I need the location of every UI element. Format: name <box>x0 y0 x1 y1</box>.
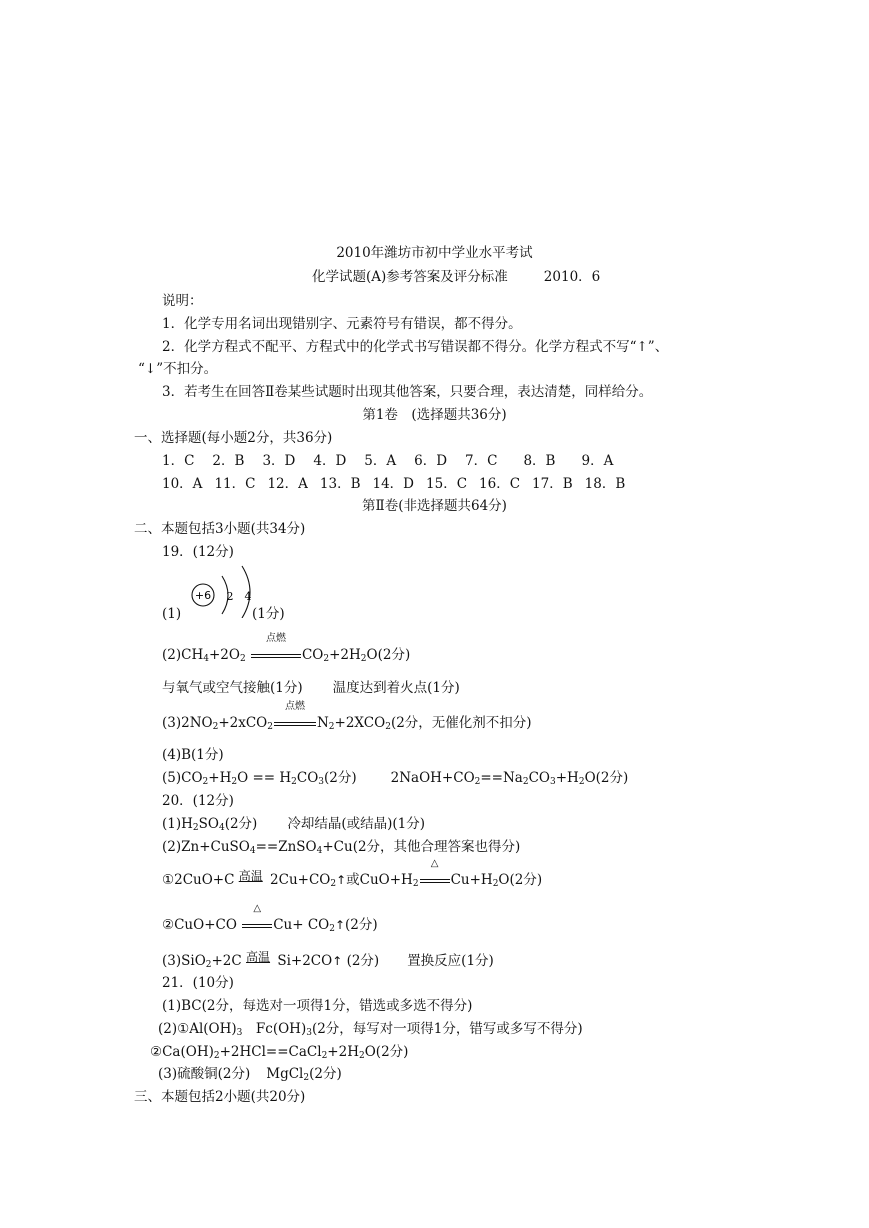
heat-icon: △ <box>430 858 439 869</box>
q19-part1-label: (1) <box>162 606 182 622</box>
q19-heading: 19．(12分) <box>162 544 234 560</box>
answer-18: 18．B <box>584 476 626 492</box>
notes-heading: 说明： <box>162 293 203 309</box>
answer-3: 3．D <box>262 453 296 469</box>
answer-11: 11．C <box>214 476 256 492</box>
answer-17: 17．B <box>532 476 573 492</box>
answer-14: 14．D <box>372 476 415 492</box>
q20-reaction-type: 置换反应(1分) <box>407 953 494 969</box>
answer-1: 1．C <box>162 453 195 469</box>
q20-part2-score: (2分，其他合理答案也得分) <box>352 839 521 855</box>
heat-condition-2 <box>242 903 272 934</box>
section-3-heading: 三、本题包括2小题(共20分) <box>134 1089 306 1105</box>
answer-15: 15．C <box>426 476 468 492</box>
q19-part2-equation: $(2)CH_4+2O_2$ 点燃 $CO_2+2H_2O(2$分) <box>162 633 411 664</box>
q21-part3-b-score: (2分) <box>309 1066 342 1082</box>
answer-7: 7．C <box>465 453 498 469</box>
high-temp-condition-2 <box>246 952 270 970</box>
q19-part5: $(5)CO_2+H_2O == H_2CO_3(2$分) $2NaOH+CO_2==Na_2CO_3+H_2O(2$分) <box>162 770 629 787</box>
heat-condition <box>420 858 450 889</box>
answers-row-1 <box>162 452 613 470</box>
section-2-heading: 二、本题包括3小题(共34分) <box>134 521 306 537</box>
q21-part2: $(2)①Al(OH)_3$ $Fc(OH)_3(2$分，每写对一项得1分，错写或多写不得分) <box>158 1021 583 1038</box>
gas-arrow-icon-2: ↑ <box>334 918 346 932</box>
q20-part1: $(1)H_2SO_4(2$分) 冷却结晶(或结晶)(1分) <box>162 816 425 833</box>
part1-title: 第1卷 (选择题共36分) <box>362 407 507 423</box>
heat-icon-2: △ <box>253 903 262 914</box>
or-text: 或 <box>346 872 360 888</box>
q20-part1-method: 冷却结晶(或结晶)(1分) <box>287 816 425 832</box>
q19-part5-score-b: (2分) <box>595 770 629 786</box>
exam-date: 2010．6 <box>543 269 601 285</box>
q19-part2-score: (2分) <box>377 647 411 663</box>
q20-part3: (3)SiO$_2$+2C 高温 Si+2CO↑ (2分) 置换反应(1分) <box>162 950 494 970</box>
answers-row-2 <box>162 475 625 493</box>
q21-part2-score: (2分，每写对一项得1分，错写或多写不得分) <box>311 1021 583 1037</box>
q19-part3-equation: $(3)2NO_2+2xCO_2$ 点燃 $N_2+2XCO_2(2$分，无催化剂不扣分) <box>162 701 532 732</box>
q21-part1: (1)BC(2分，每选对一项得1分，错选或多选不得分) <box>162 998 473 1014</box>
section-1-heading: 一、选择题(每小题2分，共36分) <box>134 430 333 446</box>
q19-part3-score: (2分，无催化剂不扣分) <box>390 715 532 731</box>
answer-13: 13．B <box>319 476 361 492</box>
q19-part2-conditions <box>162 679 460 697</box>
q20-heading: 20．(12分) <box>162 793 234 809</box>
answer-5: 5．A <box>364 453 397 469</box>
q21-part2-equation: $②Ca(OH)_2+2HCl==CaCl_2+2H_2O(2$分) <box>150 1044 409 1061</box>
burn-label: 点燃 <box>265 633 286 644</box>
answer-2: 2．B <box>212 453 245 469</box>
gas-arrow-icon: ↑ <box>336 873 347 887</box>
answer-8: 8．B <box>523 453 556 469</box>
answer-12: 12．A <box>267 476 308 492</box>
q20-eq-a: ①2CuO+C 高温 $2Cu+CO_2↑$或$CuO+H_2$ △ $Cu+H_2O(2$分) <box>162 858 543 889</box>
gas-arrow-icon-3: ↑ <box>332 954 343 968</box>
q20-part3-score: (2分) <box>346 953 380 969</box>
q21-part3: (3)硫酸铜(2分) MgCl$_2$(2分) <box>158 1066 342 1083</box>
exam-title: 2010年潍坊市初中学业水平考试 <box>336 245 533 261</box>
answer-6: 6．D <box>414 453 448 469</box>
q20-part2: (2)Zn+CuSO$_4$==ZnSO$_4$+Cu(2分，其他合理答案也得分) <box>162 839 521 856</box>
q20-eq-b: ②CuO+CO △ $Cu+ CO_2↑(2$分) <box>162 903 378 934</box>
burn-condition <box>251 633 301 664</box>
note-1: 1．化学专用名词出现错别字、元素符号有错误，都不得分。 <box>162 316 522 332</box>
answer-4: 4．D <box>313 453 347 469</box>
nucleus-charge: +6 <box>194 589 212 602</box>
high-temp-label-2: 高温 <box>246 950 271 964</box>
answer-key-subtitle <box>312 268 600 286</box>
burn-condition-2 <box>274 701 316 732</box>
q20-eq-a-score: (2分) <box>509 872 543 888</box>
high-temp-condition <box>239 871 263 889</box>
part2-title: 第Ⅱ卷(非选择题共64分) <box>362 498 507 514</box>
note-2-line-2: “↓”不扣分。 <box>138 361 218 377</box>
q20-eq-b-score: (2分) <box>345 917 378 933</box>
q21-heading: 21．(10分) <box>162 975 234 991</box>
burn-label-2: 点燃 <box>284 701 305 712</box>
answer-10: 10．A <box>162 476 203 492</box>
condition-ignition: 温度达到着火点(1分) <box>332 680 460 696</box>
q19-part4: (4)B(1分) <box>162 747 224 763</box>
note-2-line-1: 2．化学方程式不配平、方程式中的化学式书写错误都不得分。化学方程式不写“↑”、 <box>162 339 669 355</box>
subtitle-text: 化学试题(A)参考答案及评分标准 <box>312 269 508 285</box>
high-temp-label: 高温 <box>238 869 263 883</box>
answer-9: 9．A <box>581 453 614 469</box>
q20-part1-score: (2分) <box>224 816 258 832</box>
q19-part5-score-a: (2分) <box>324 770 357 786</box>
condition-oxygen: 与氧气或空气接触(1分) <box>162 680 303 696</box>
q19-part1-score: (1分) <box>252 606 285 622</box>
q21-part3-a: (3)硫酸铜(2分) <box>158 1066 251 1082</box>
answer-16: 16．C <box>479 476 521 492</box>
shell-1-electrons: 2 <box>226 590 234 603</box>
shell-2-electrons: 4 <box>244 590 252 603</box>
q21-part2b-score: (2分) <box>375 1044 409 1060</box>
note-3: 3．若考生在回答Ⅱ卷某些试题时出现其他答案，只要合理，表达清楚，同样给分。 <box>162 384 653 400</box>
